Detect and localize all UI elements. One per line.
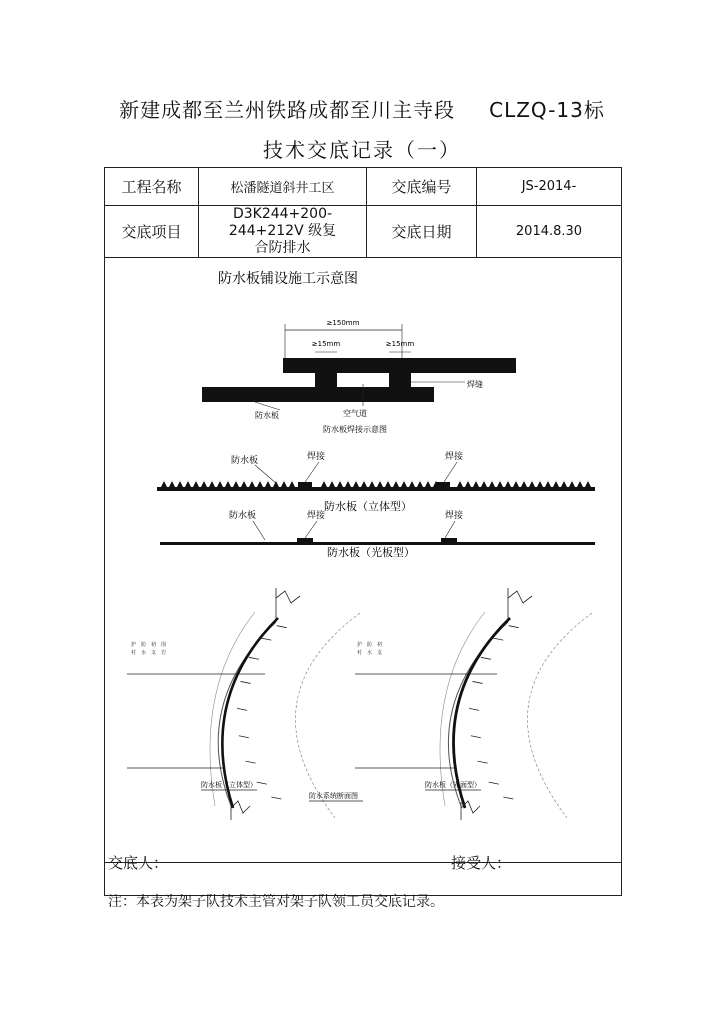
membrane-tooth bbox=[505, 481, 511, 487]
record-form bbox=[104, 167, 622, 896]
anchor-tick bbox=[277, 626, 287, 628]
membrane-tooth bbox=[233, 481, 239, 487]
item-value bbox=[199, 206, 367, 258]
strip3d-weld-left: 焊接 bbox=[307, 452, 326, 462]
anchor-tick bbox=[489, 782, 499, 784]
membrane-tooth bbox=[393, 481, 399, 487]
anchor-tick bbox=[246, 761, 256, 763]
strip3d-weld-right: 焊接 bbox=[445, 452, 464, 462]
anchor-tick bbox=[481, 657, 491, 659]
membrane-tooth bbox=[385, 481, 391, 487]
stripflat-label-board: 防水板 bbox=[229, 511, 257, 521]
strip3d-label-board: 防水板 bbox=[231, 456, 259, 466]
anchor-tick bbox=[478, 761, 488, 763]
section-right-legend bbox=[357, 641, 382, 656]
svg-text:水: 水 bbox=[367, 650, 373, 656]
document-subtitle: 技术交底记录（一） bbox=[263, 138, 461, 162]
svg-text:衬: 衬 bbox=[131, 650, 137, 656]
membrane-tooth bbox=[241, 481, 247, 487]
membrane-tooth bbox=[369, 481, 375, 487]
membrane-tooth bbox=[209, 481, 215, 487]
membrane-tooth bbox=[329, 481, 335, 487]
receiver-label: 接受人： bbox=[451, 854, 512, 872]
membrane-tooth bbox=[265, 481, 271, 487]
membrane-tooth bbox=[169, 481, 175, 487]
date-label: 交底日期 bbox=[367, 206, 477, 258]
title-text: 新建成都至兰州铁路成都至川主寺段 bbox=[119, 98, 456, 122]
membrane-tooth bbox=[497, 481, 503, 487]
svg-text:支: 支 bbox=[151, 650, 157, 656]
membrane-tooth bbox=[289, 481, 295, 487]
section-left-legend bbox=[131, 641, 166, 656]
anchor-tick bbox=[241, 681, 251, 683]
anchor-tick bbox=[271, 797, 281, 799]
membrane-tooth bbox=[417, 481, 423, 487]
svg-text:水: 水 bbox=[141, 650, 147, 656]
weld-left bbox=[315, 370, 337, 390]
membrane-tooth bbox=[513, 481, 519, 487]
anchor-tick bbox=[471, 736, 481, 738]
section-code: CLZQ-13标 bbox=[489, 98, 605, 122]
weld-detail bbox=[202, 319, 516, 434]
footnote: 注：本表为架子队技术主管对架子队领工员交底记录。 bbox=[108, 894, 444, 910]
membrane-tooth bbox=[361, 481, 367, 487]
membrane-tooth bbox=[473, 481, 479, 487]
membrane-tooth bbox=[457, 481, 463, 487]
strip3d-caption: 防水板（立体型） bbox=[324, 500, 412, 513]
membrane-tooth bbox=[273, 481, 279, 487]
anchor-tick bbox=[493, 638, 503, 640]
membrane-tooth bbox=[249, 481, 255, 487]
drawing-svg bbox=[105, 258, 620, 862]
anchor-tick bbox=[249, 657, 259, 659]
svg-text:支: 支 bbox=[377, 650, 383, 656]
membrane-tooth bbox=[345, 481, 351, 487]
svg-text:护: 护 bbox=[131, 642, 137, 648]
section-system-caption: 防水系统断面图 bbox=[309, 792, 358, 800]
membrane-tooth bbox=[225, 481, 231, 487]
svg-text:围: 围 bbox=[161, 642, 167, 648]
membrane-tooth bbox=[585, 481, 591, 487]
membrane-tooth bbox=[577, 481, 583, 487]
membrane-tooth bbox=[401, 481, 407, 487]
item-label: 交底项目 bbox=[105, 206, 199, 258]
anchor-tick bbox=[237, 708, 247, 710]
membrane-tooth bbox=[481, 481, 487, 487]
membrane-tooth bbox=[377, 481, 383, 487]
membrane-tooth bbox=[537, 481, 543, 487]
project-name-value: 松潘隧道斜井工区 bbox=[199, 168, 367, 206]
membrane-tooth bbox=[257, 481, 263, 487]
item-value-line1: D3K244+200-244+212V 级复 bbox=[228, 206, 337, 239]
weld-right bbox=[389, 370, 411, 390]
giver-label: 交底人： bbox=[108, 854, 169, 872]
membrane-tooth bbox=[425, 481, 431, 487]
membrane-tooth bbox=[353, 481, 359, 487]
dim-left: ≥15mm bbox=[311, 340, 341, 348]
membrane-tooth bbox=[561, 481, 567, 487]
svg-text:衬: 衬 bbox=[357, 650, 363, 656]
anchor-tick bbox=[503, 797, 513, 799]
doc-no-value: JS-2014- bbox=[477, 168, 622, 206]
stripflat-weld-right: 焊接 bbox=[445, 511, 464, 521]
svg-text:防: 防 bbox=[141, 642, 147, 648]
label-air: 空气道 bbox=[343, 409, 367, 418]
anchor-tick bbox=[261, 638, 271, 640]
strip-flat bbox=[160, 509, 595, 559]
anchor-tick bbox=[473, 681, 483, 683]
stripflat-caption: 防水板（光板型） bbox=[327, 546, 415, 559]
membrane-tooth bbox=[201, 481, 207, 487]
doc-no-label: 交底编号 bbox=[367, 168, 477, 206]
stripflat-weld-left: 焊接 bbox=[307, 511, 326, 521]
section-left-caption: 防水板（立体型） bbox=[201, 781, 257, 789]
anchor-tick bbox=[509, 626, 519, 628]
item-value-line2: 合防排水 bbox=[254, 240, 311, 256]
membrane-tooth bbox=[161, 481, 167, 487]
document-title bbox=[0, 94, 724, 123]
svg-text:护: 护 bbox=[357, 642, 363, 648]
section-right-caption: 防水板（光面型） bbox=[425, 781, 481, 789]
membrane-tooth bbox=[489, 481, 495, 487]
membrane-tooth bbox=[193, 481, 199, 487]
svg-text:防: 防 bbox=[367, 642, 373, 648]
membrane-tooth bbox=[217, 481, 223, 487]
dim-right: ≥15mm bbox=[385, 340, 415, 348]
weld-caption: 防水板焊接示意图 bbox=[323, 425, 387, 434]
membrane-tooth bbox=[521, 481, 527, 487]
label-seam: 焊缝 bbox=[467, 380, 483, 389]
drawing-title: 防水板铺设施工示意图 bbox=[218, 271, 358, 287]
anchor-tick bbox=[239, 736, 249, 738]
membrane-tooth bbox=[177, 481, 183, 487]
svg-text:初: 初 bbox=[151, 642, 157, 648]
drawing-area bbox=[105, 258, 622, 863]
anchor-tick bbox=[469, 708, 479, 710]
membrane-tooth bbox=[529, 481, 535, 487]
membrane-tooth bbox=[409, 481, 415, 487]
svg-text:岩: 岩 bbox=[161, 650, 167, 656]
project-name-label: 工程名称 bbox=[105, 168, 199, 206]
membrane-tooth bbox=[281, 481, 287, 487]
membrane-tooth bbox=[185, 481, 191, 487]
dim-total: ≥150mm bbox=[326, 319, 360, 327]
membrane-tooth bbox=[337, 481, 343, 487]
label-board: 防水板 bbox=[255, 411, 279, 420]
strip-3d bbox=[157, 450, 595, 513]
date-value: 2014.8.30 bbox=[477, 206, 622, 258]
svg-text:初: 初 bbox=[377, 642, 383, 648]
anchor-tick bbox=[257, 782, 267, 784]
membrane-tooth bbox=[465, 481, 471, 487]
membrane-tooth bbox=[545, 481, 551, 487]
membrane-tooth bbox=[553, 481, 559, 487]
membrane-tooth bbox=[569, 481, 575, 487]
membrane-tooth bbox=[321, 481, 327, 487]
